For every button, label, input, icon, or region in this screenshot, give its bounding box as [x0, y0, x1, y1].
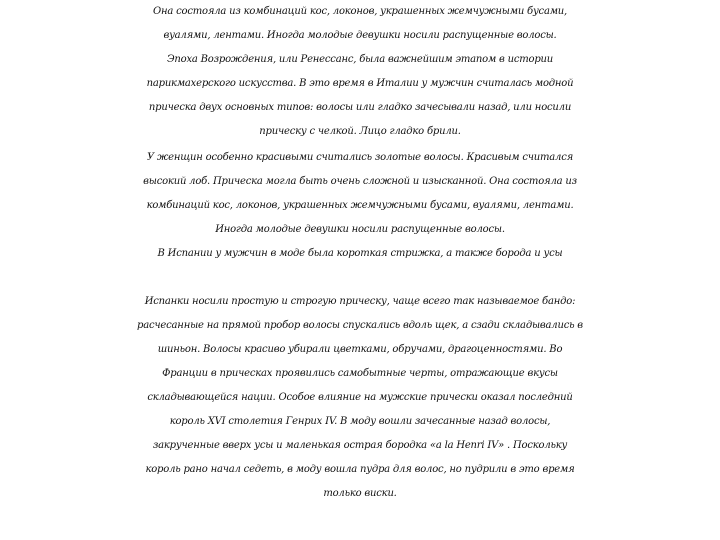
text-line: шиньон. Волосы красиво убирали цветками, обручами, драгоценностями. Во	[157, 344, 563, 355]
text-line: король рано начал седеть, в моду вошла пудра для волос, но пудрили в это время	[145, 464, 575, 475]
text-line: парикмахерского искусства. В это время в Италии у мужчин считалась модной	[146, 78, 574, 89]
text-line: прическа двух основных типов: волосы или гладко зачесывали назад, или носили	[148, 102, 572, 113]
text-line: У женщин особенно красивыми считались золотые волосы. Красивым считался	[146, 152, 574, 163]
text-line: складывающейся нации. Особое влияние на мужские прически оказал последний	[147, 392, 573, 403]
text-line: Франции в прическах проявились самобытные черты, отражающие вкусы	[162, 368, 558, 379]
text-line: расчесанные на прямой пробор волосы спускались вдоль щек, а сзади складывались в	[137, 320, 583, 331]
text-line: король XVI столетия Генрих IV. В моду вошли зачесанные назад волосы,	[169, 416, 551, 427]
text-line: комбинаций кос, локонов, украшенных жемчужными бусами, вуалями, лентами.	[146, 200, 574, 211]
text-line: Испанки носили простую и строгую прическу, чаще всего так называемое бандо:	[144, 296, 576, 307]
text-line: высокий лоб. Прическа могла быть очень сложной и изысканной. Она состояла из	[143, 176, 577, 187]
text-line: только виски.	[323, 488, 397, 499]
text-line: закрученные вверх усы и маленькая острая бородка «a la Henri IV» . Поскольку	[152, 440, 568, 451]
text-line: вуалями, лентами. Иногда молодые девушки носили распущенные волосы.	[163, 30, 557, 41]
text-line: Иногда молодые девушки носили распущенные волосы.	[215, 224, 505, 235]
text-line: прическу с челкой. Лицо гладко брили.	[259, 126, 461, 137]
text-line: Эпоха Возрождения, или Ренессанс, была важнейшим этапом в истории	[166, 54, 554, 65]
text-line: В Испании у мужчин в моде была короткая стрижка, а также борода и усы	[157, 248, 563, 259]
text-line: Она состояла из комбинаций кос, локонов, украшенных жемчужными бусами,	[152, 6, 568, 17]
